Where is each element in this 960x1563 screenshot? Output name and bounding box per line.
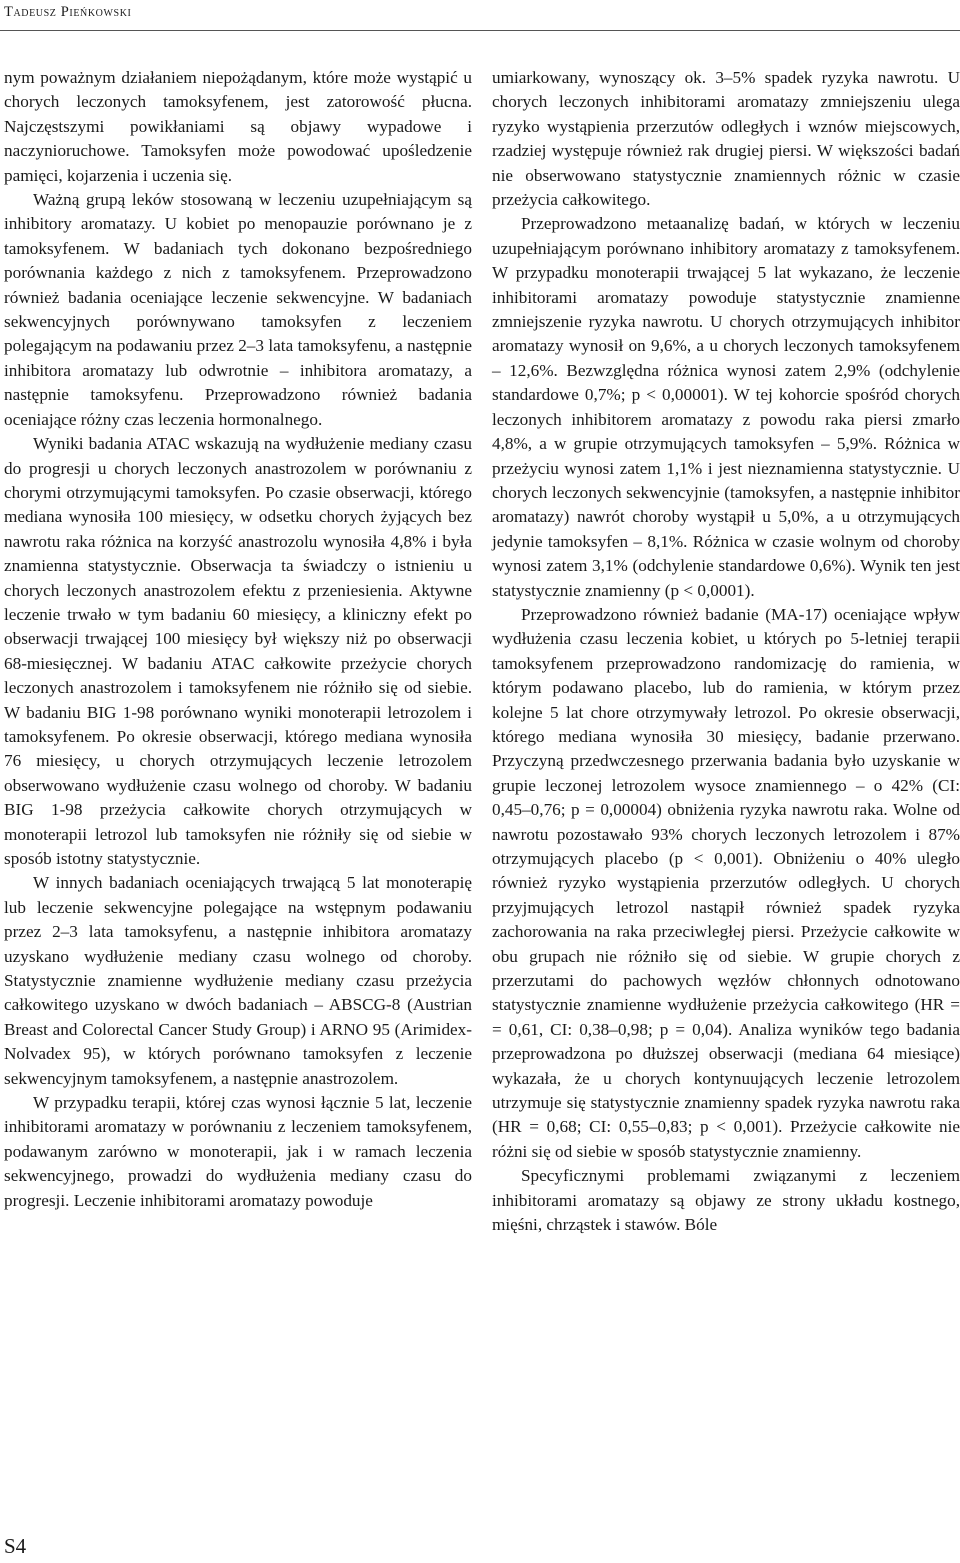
header-rule	[0, 30, 960, 31]
paragraph: Ważną grupą leków stosowaną w leczeniu uzupełniającym są inhibitory aromatazy. U kobiet po menopauzie porównano je z tamoksyfenem. W badaniach tych dokonano bezpośredniego porównania każdego z nich z tamoksyfenem. Przeprowadzono również badania oceniające leczenie sekwencyjne. W badaniach sekwencyjnych porównywano tamoksyfen z leczeniem polegającym na podawaniu przez 2–3 lata tamoksyfenu, a następnie inhibitora aromatazy lub odwrotnie – inhibitora aromatazy, a następnie tamoksyfenu. Przeprowadzono również badania oceniające różny czas leczenia hormonalnego.	[4, 190, 472, 429]
running-head: Tadeusz Pieńkowski	[4, 4, 132, 20]
left-column	[4, 66, 472, 1213]
paragraph: umiarkowany, wynoszący ok. 3–5% spadek ryzyka nawrotu. U chorych leczonych inhibitorami aromatazy zmniejszeniu ulega ryzyko wystąpienia przerzutów odległych i wznów miejscowych, rzadziej występuje również rak drugiej piersi. W większości badań nie obserwowano statystycznie znamiennych różnic w czasie przeżycia całkowitego.	[492, 68, 960, 210]
paragraph: nym poważnym działaniem niepożądanym, które może wystąpić u chorych leczonych tamoksyfenem, jest zatorowość płucna. Najczęstszymi powikłaniami są objawy wypadowe i naczynioruchowe. Tamoksyfen może powodować upośledzenie pamięci, kojarzenia i uczenia się.	[4, 68, 472, 185]
paragraph: Specyficznymi problemami związanymi z leczeniem inhibitorami aromatazy są objawy ze strony układu kostnego, mięśni, chrząstek i stawów. Bóle	[492, 1166, 960, 1235]
paragraph: Wyniki badania ATAC wskazują na wydłużenie mediany czasu do progresji u chorych leczonych anastrozolem w porównaniu z chorymi otrzymującymi tamoksyfen. Po czasie obserwacji, którego mediana wynosiła 100 miesięcy, w odsetku chorych żyjących bez nawrotu raka różnica na korzyść anastrozolu wynosiła 4,8% i była znamienna statystycznie. Obserwacja ta świadczy o istnieniu u chorych leczonych anastrozolem efektu z przeniesienia. Aktywne leczenie trwało w tym badaniu 60 miesięcy, a kliniczny efekt po obserwacji trwającej 100 miesięcy był większy niż po obserwacji 68-miesięcznej. W badaniu ATAC całkowite przeżycie chorych leczonych anastrozolem i tamoksyfenem nie różniło się od siebie. W badaniu BIG 1-98 porównano wyniki monoterapii letrozolem i tamoksyfenem. Po okresie obserwacji, którego mediana wynosiła 76 miesięcy, u chorych otrzymujących leczenie letrozolem obserwowano wydłużenie czasu wolnego od choroby. W badaniu BIG 1-98 przeżycia całkowite chorych otrzymujących w monoterapii letrozol lub tamoksyfen nie różniły się od siebie w sposób istotny statystycznie.	[4, 434, 472, 868]
page-number: S4	[4, 1534, 27, 1558]
paragraph: W przypadku terapii, której czas wynosi łącznie 5 lat, leczenie inhibitorami aromatazy w porównaniu z leczeniem tamoksyfenem, podawanym zarówno w monoterapii, jak i w ramach leczenia sekwencyjnego, prowadzi do wydłużenia mediany czasu do progresji. Leczenie inhibitorami aromatazy powoduje	[4, 1093, 472, 1210]
paragraph: Przeprowadzono również badanie (MA-17) oceniające wpływ wydłużenia czasu leczenia kobiet, u których po 5-letniej terapii tamoksyfenem przeprowadzono randomizację do ramienia, w którym podawano placebo, lub do ramienia, w którym przez kolejne 5 lat chore otrzymywały letrozol. Po okresie obserwacji, którego mediana wynosiła 30 miesięcy, badanie przerwano. Przyczyną przedwczesnego przerwania badania było uzyskanie w grupie leczonej letrozolem wysoce znamiennego – o 42% (CI: 0,45–0,76; p = 0,00004) obniżenia ryzyka nawrotu raka. Wolne od nawrotu pozostawało 93% chorych leczonych letrozolem i 87% otrzymujących placebo (p < 0,001). Obniżeniu o 40% uległo również ryzyko wystąpienia przerzutów odległych. U chorych przyjmujących letrozol nastąpił również spadek ryzyka zachorowania na raka przeciwległej piersi. Przeżycie całkowite w obu grupach nie różniło się od siebie. W grupie chorych z przerzutami do pachowych węzłów chłonnych odnotowano statystycznie znamienne wydłużenie przeżycia całkowitego (HR = = 0,61, CI: 0,38–0,98; p = 0,04). Analiza wyników tego badania przeprowadzona po dłuższej obserwacji (mediana 64 miesiące) wykazała, że u chorych kontynuujących leczenie letrozolem utrzymuje się statystycznie znamienny spadek ryzyka nawrotu raka (HR = 0,68; CI: 0,55–0,83; p < 0,001). Przeżycie całkowite nie różni się od siebie w sposób statystycznie znamienny.	[492, 604, 960, 1161]
paragraph: Przeprowadzono metaanalizę badań, w których w leczeniu uzupełniającym porównano inhibitory aromatazy z tamoksyfenem. W przypadku monoterapii trwającej 5 lat wykazano, że leczenie inhibitorami aromatazy powoduje statystycznie znamienne zmniejszenie ryzyka nawrotu. U chorych otrzymujących inhibitor aromatazy wynosił on 9,6%, a u chorych leczonych tamoksyfenem – 12,6%. Bezwzględna różnica wynosi zatem 2,9% (odchylenie standardowe 0,7%; p < 0,00001). W tej kohorcie spośród chorych leczonych inhibitorem aromatazy z powodu raka piersi zmarło 4,8%, a w grupie otrzymujących tamoksyfen – 5,9%. Różnica w przeżyciu wynosi zatem 1,1% i jest nieznamienna statystycznie. U chorych leczonych sekwencyjnie (tamoksyfen, a następnie inhibitor aromatazy) nawrót choroby wystąpił u 5,0%, a u otrzymujących jedynie tamoksyfen – 8,1%. Różnica w czasie wolnym od choroby wynosi zatem 3,1% (odchylenie standardowe 0,6%). Wynik ten jest statystycznie znamienny (p < 0,0001).	[492, 214, 960, 600]
paragraph: W innych badaniach oceniających trwającą 5 lat monoterapię lub leczenie sekwencyjne polegające na wstępnym podawaniu przez 2–3 lata tamoksyfenu, a następnie inhibitora aromatazy uzyskano wydłużenie mediany czasu wolnego od choroby. Statystycznie znamienne wydłużenie mediany czasu przeżycia całkowitego uzyskano w dwóch badaniach – ABSCG-8 (Austrian Breast and Colorectal Cancer Study Group) i ARNO 95 (Arimidex-Nolvadex 95), w których porównano tamoksyfen z leczenie sekwencyjnym tamoksyfenem, a następnie anastrozolem.	[4, 873, 472, 1088]
right-column	[492, 66, 960, 1238]
